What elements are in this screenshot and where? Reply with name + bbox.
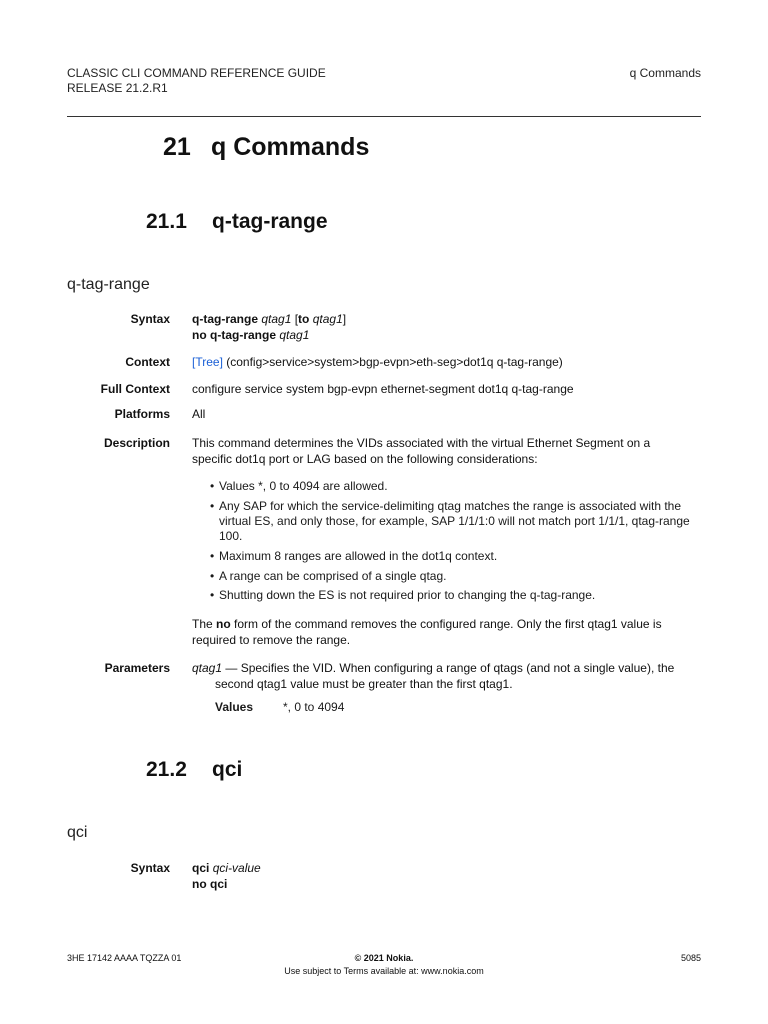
syntax-arg2: qtag1 bbox=[312, 312, 343, 326]
no-form-pre: The bbox=[192, 617, 217, 631]
guide-title: CLASSIC CLI COMMAND REFERENCE GUIDE bbox=[67, 66, 326, 80]
release-label: RELEASE 21.2.R1 bbox=[67, 81, 168, 95]
syntax-bracket-open: [ bbox=[291, 312, 299, 326]
context-label: Context bbox=[125, 355, 170, 369]
syntax-arg: qci-value bbox=[212, 861, 261, 875]
parameter-qtag1 bbox=[192, 660, 710, 692]
syntax-label: Syntax bbox=[130, 312, 170, 326]
footer-center bbox=[0, 952, 768, 978]
bullet-text: Any SAP for which the service-delimiting qtag matches the range is associated with the virtual ES, and only those, for example, SAP 1/1/1:0 will not match port 1/1/1, qtag-range 100. bbox=[219, 499, 690, 543]
parameters-label: Parameters bbox=[104, 661, 170, 675]
bullet-text: A range can be comprised of a single qtag. bbox=[219, 569, 447, 583]
syntax-arg: qtag1 bbox=[261, 312, 292, 326]
list-item: • Shutting down the ES is not required prior to changing the q-tag-range. bbox=[210, 588, 596, 602]
list-item: • Maximum 8 ranges are allowed in the dot1q context. bbox=[210, 549, 498, 563]
section-heading-qci bbox=[146, 758, 242, 782]
list-item: • Any SAP for which the service-delimiting qtag matches the range is associated with the virtual ES, and only those, for example, SAP 1/1/1:0 will not match port 1/1/1, qtag-range 100. bbox=[210, 499, 690, 543]
syntax-command: q-tag-range bbox=[192, 312, 258, 326]
bullet-text: Maximum 8 ranges are allowed in the dot1q context. bbox=[219, 549, 498, 563]
full-context-value: configure service system bgp-evpn ethernet-segment dot1q q-tag-range bbox=[192, 382, 574, 396]
no-form-keyword: no bbox=[216, 617, 231, 631]
footer-terms: Use subject to Terms available at: www.nokia.com bbox=[284, 966, 484, 976]
platforms-value: All bbox=[192, 407, 206, 421]
command-title-qci: qci bbox=[67, 824, 88, 841]
tree-link[interactable]: [Tree] bbox=[192, 355, 223, 369]
syntax-command: qci bbox=[192, 861, 210, 875]
command-title-q-tag-range: q-tag-range bbox=[67, 276, 150, 293]
description-intro: This command determines the VIDs associated with the virtual Ethernet Segment on a specific dot1q port or LAG based on the following considerations: bbox=[192, 436, 651, 466]
syntax-to-keyword: to bbox=[298, 312, 310, 326]
platforms-label: Platforms bbox=[114, 407, 170, 421]
section-heading-q-tag-range bbox=[146, 210, 328, 234]
syntax-no-command: no qci bbox=[192, 877, 228, 891]
syntax-block-qci bbox=[192, 860, 702, 892]
no-form-paragraph bbox=[192, 616, 692, 648]
parameter-description: — Specifies the VID. When configuring a range of qtags (and not a single value), the second qtag1 value must be greater than the first qtag1. bbox=[215, 661, 675, 691]
header-divider bbox=[67, 116, 701, 117]
syntax-no-command: no q-tag-range bbox=[192, 328, 276, 342]
syntax-block bbox=[192, 311, 702, 343]
bullet-text: Values *, 0 to 4094 are allowed. bbox=[219, 479, 388, 493]
syntax-label-qci: Syntax bbox=[130, 861, 170, 875]
context-path: (config>service>system>bgp-evpn>eth-seg>dot1q q-tag-range) bbox=[226, 355, 563, 369]
list-item: • Values *, 0 to 4094 are allowed. bbox=[210, 479, 388, 493]
chapter-heading bbox=[163, 133, 369, 162]
no-form-post: form of the command removes the configured range. Only the first qtag1 value is required to remove the range. bbox=[192, 617, 662, 647]
running-header bbox=[67, 66, 326, 96]
values-text: *, 0 to 4094 bbox=[283, 700, 345, 714]
values-label: Values bbox=[215, 700, 254, 714]
footer-page-number: 5085 bbox=[680, 953, 701, 963]
syntax-no-arg: qtag1 bbox=[279, 328, 310, 342]
chapter-number: 21 bbox=[163, 133, 191, 161]
full-context-label: Full Context bbox=[100, 382, 170, 396]
syntax-bracket-close: ] bbox=[342, 312, 347, 326]
section-title: q-tag-range bbox=[212, 210, 328, 233]
description-label: Description bbox=[103, 436, 170, 450]
parameter-name: qtag1 bbox=[192, 661, 223, 675]
context-value bbox=[192, 354, 702, 370]
footer-doc-number: 3HE 17142 AAAA TQZZA 01 bbox=[67, 953, 182, 963]
bullet-text: Shutting down the ES is not required prior to changing the q-tag-range. bbox=[219, 588, 596, 602]
parameter-values-row bbox=[215, 699, 344, 715]
section-number: 21.1 bbox=[146, 210, 187, 233]
header-chapter-name: q Commands bbox=[629, 66, 701, 80]
footer-copyright: © 2021 Nokia. bbox=[354, 953, 414, 963]
chapter-title: q Commands bbox=[211, 133, 370, 161]
section-title: qci bbox=[212, 758, 243, 781]
list-item: • A range can be comprised of a single qtag. bbox=[210, 569, 447, 583]
section-number: 21.2 bbox=[146, 758, 187, 781]
